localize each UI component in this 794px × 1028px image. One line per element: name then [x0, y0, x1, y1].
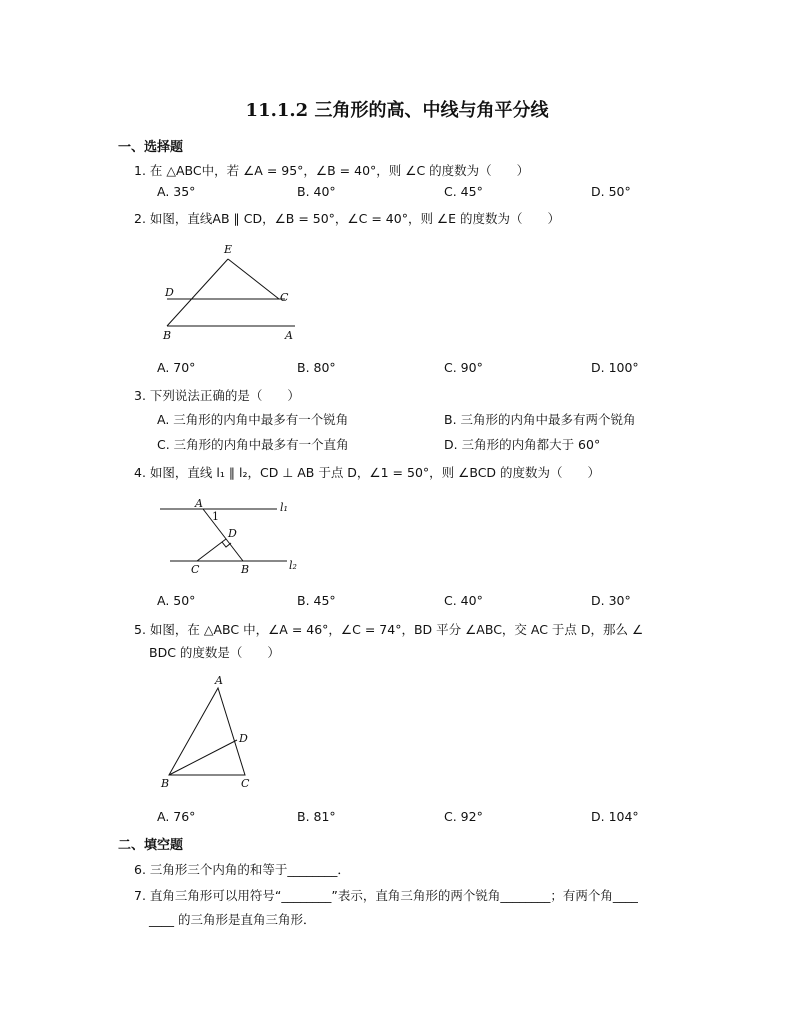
- q2-option-a: A. 70°: [157, 360, 196, 375]
- q2-label-b: B: [163, 329, 172, 342]
- q3-option-c: C. 三角形的内角中最多有一个直角: [157, 437, 349, 452]
- question-3-text: 3. 下列说法正确的是（ ）: [134, 388, 300, 403]
- q5-figure-angle-bisector: [155, 672, 265, 797]
- question-5-text-line-2: BDC 的度数是（ ）: [149, 645, 280, 660]
- question-6-text: 6. 三角形三个内角的和等于________．: [134, 862, 350, 877]
- q4-label-c: C: [191, 563, 200, 576]
- q2-option-c: C. 90°: [444, 360, 483, 375]
- q1-option-d: D. 50°: [591, 184, 631, 199]
- q2-option-b: B. 80°: [297, 360, 336, 375]
- question-5-text-line-1: 5. 如图，在 △ABC 中，∠A = 46°，∠C = 74°，BD 平分 ∠ABC，交 AC 于点 D，那么 ∠: [134, 622, 644, 637]
- q4-label-b: B: [241, 563, 250, 576]
- q4-option-c: C. 40°: [444, 593, 483, 608]
- question-7-text-line-1: 7. 直角三角形可以用符号“________”表示，直角三角形的两个锐角________；有两个角____: [134, 888, 638, 903]
- q3-option-a: A. 三角形的内角中最多有一个锐角: [157, 412, 349, 427]
- q4-option-a: A. 50°: [157, 593, 196, 608]
- q1-option-a: A. 35°: [157, 184, 196, 199]
- q4-label-l2: l₂: [289, 559, 297, 572]
- q2-label-e: E: [224, 243, 233, 256]
- q5-option-a: A. 76°: [157, 809, 196, 824]
- q4-label-angle-1: 1: [212, 510, 219, 523]
- q4-option-b: B. 45°: [297, 593, 336, 608]
- q3-option-b: B. 三角形的内角中最多有两个锐角: [444, 412, 636, 427]
- q5-label-c: C: [241, 777, 250, 790]
- page-title: 11.1.2 三角形的高、中线与角平分线: [245, 100, 549, 121]
- q5-label-b: B: [161, 777, 170, 790]
- section-heading-choice: 一、选择题: [118, 140, 184, 155]
- q4-figure-perpendicular: [155, 495, 305, 580]
- q4-label-a: A: [195, 497, 203, 510]
- q2-figure-parallel-lines: [155, 238, 305, 348]
- question-4-text: 4. 如图，直线 l₁ ∥ l₂，CD ⊥ AB 于点 D，∠1 = 50°，则 ∠BCD 的度数为（ ）: [134, 465, 601, 480]
- question-7-text-line-2: ____ 的三角形是直角三角形．: [149, 912, 316, 927]
- q5-label-d: D: [239, 732, 248, 745]
- q5-option-d: D. 104°: [591, 809, 639, 824]
- q2-label-d: D: [165, 286, 174, 299]
- question-2-text: 2. 如图，直线AB ∥ CD，∠B = 50°，∠C = 40°，则 ∠E 的度数为（ ）: [134, 211, 560, 226]
- q1-option-b: B. 40°: [297, 184, 336, 199]
- q1-option-c: C. 45°: [444, 184, 483, 199]
- q5-label-a: A: [215, 674, 223, 687]
- q4-label-l1: l₁: [280, 501, 288, 514]
- q3-option-d: D. 三角形的内角都大于 60°: [444, 437, 601, 452]
- question-1-text: 1. 在 △ABC中，若 ∠A = 95°，∠B = 40°，则 ∠C 的度数为（ ）: [134, 163, 530, 178]
- q2-label-c: C: [280, 291, 289, 304]
- q2-option-d: D. 100°: [591, 360, 639, 375]
- q2-label-a: A: [285, 329, 293, 342]
- q5-option-c: C. 92°: [444, 809, 483, 824]
- section-heading-fill-in: 二、填空题: [118, 838, 184, 853]
- q5-option-b: B. 81°: [297, 809, 336, 824]
- q4-option-d: D. 30°: [591, 593, 631, 608]
- q4-label-d: D: [228, 527, 237, 540]
